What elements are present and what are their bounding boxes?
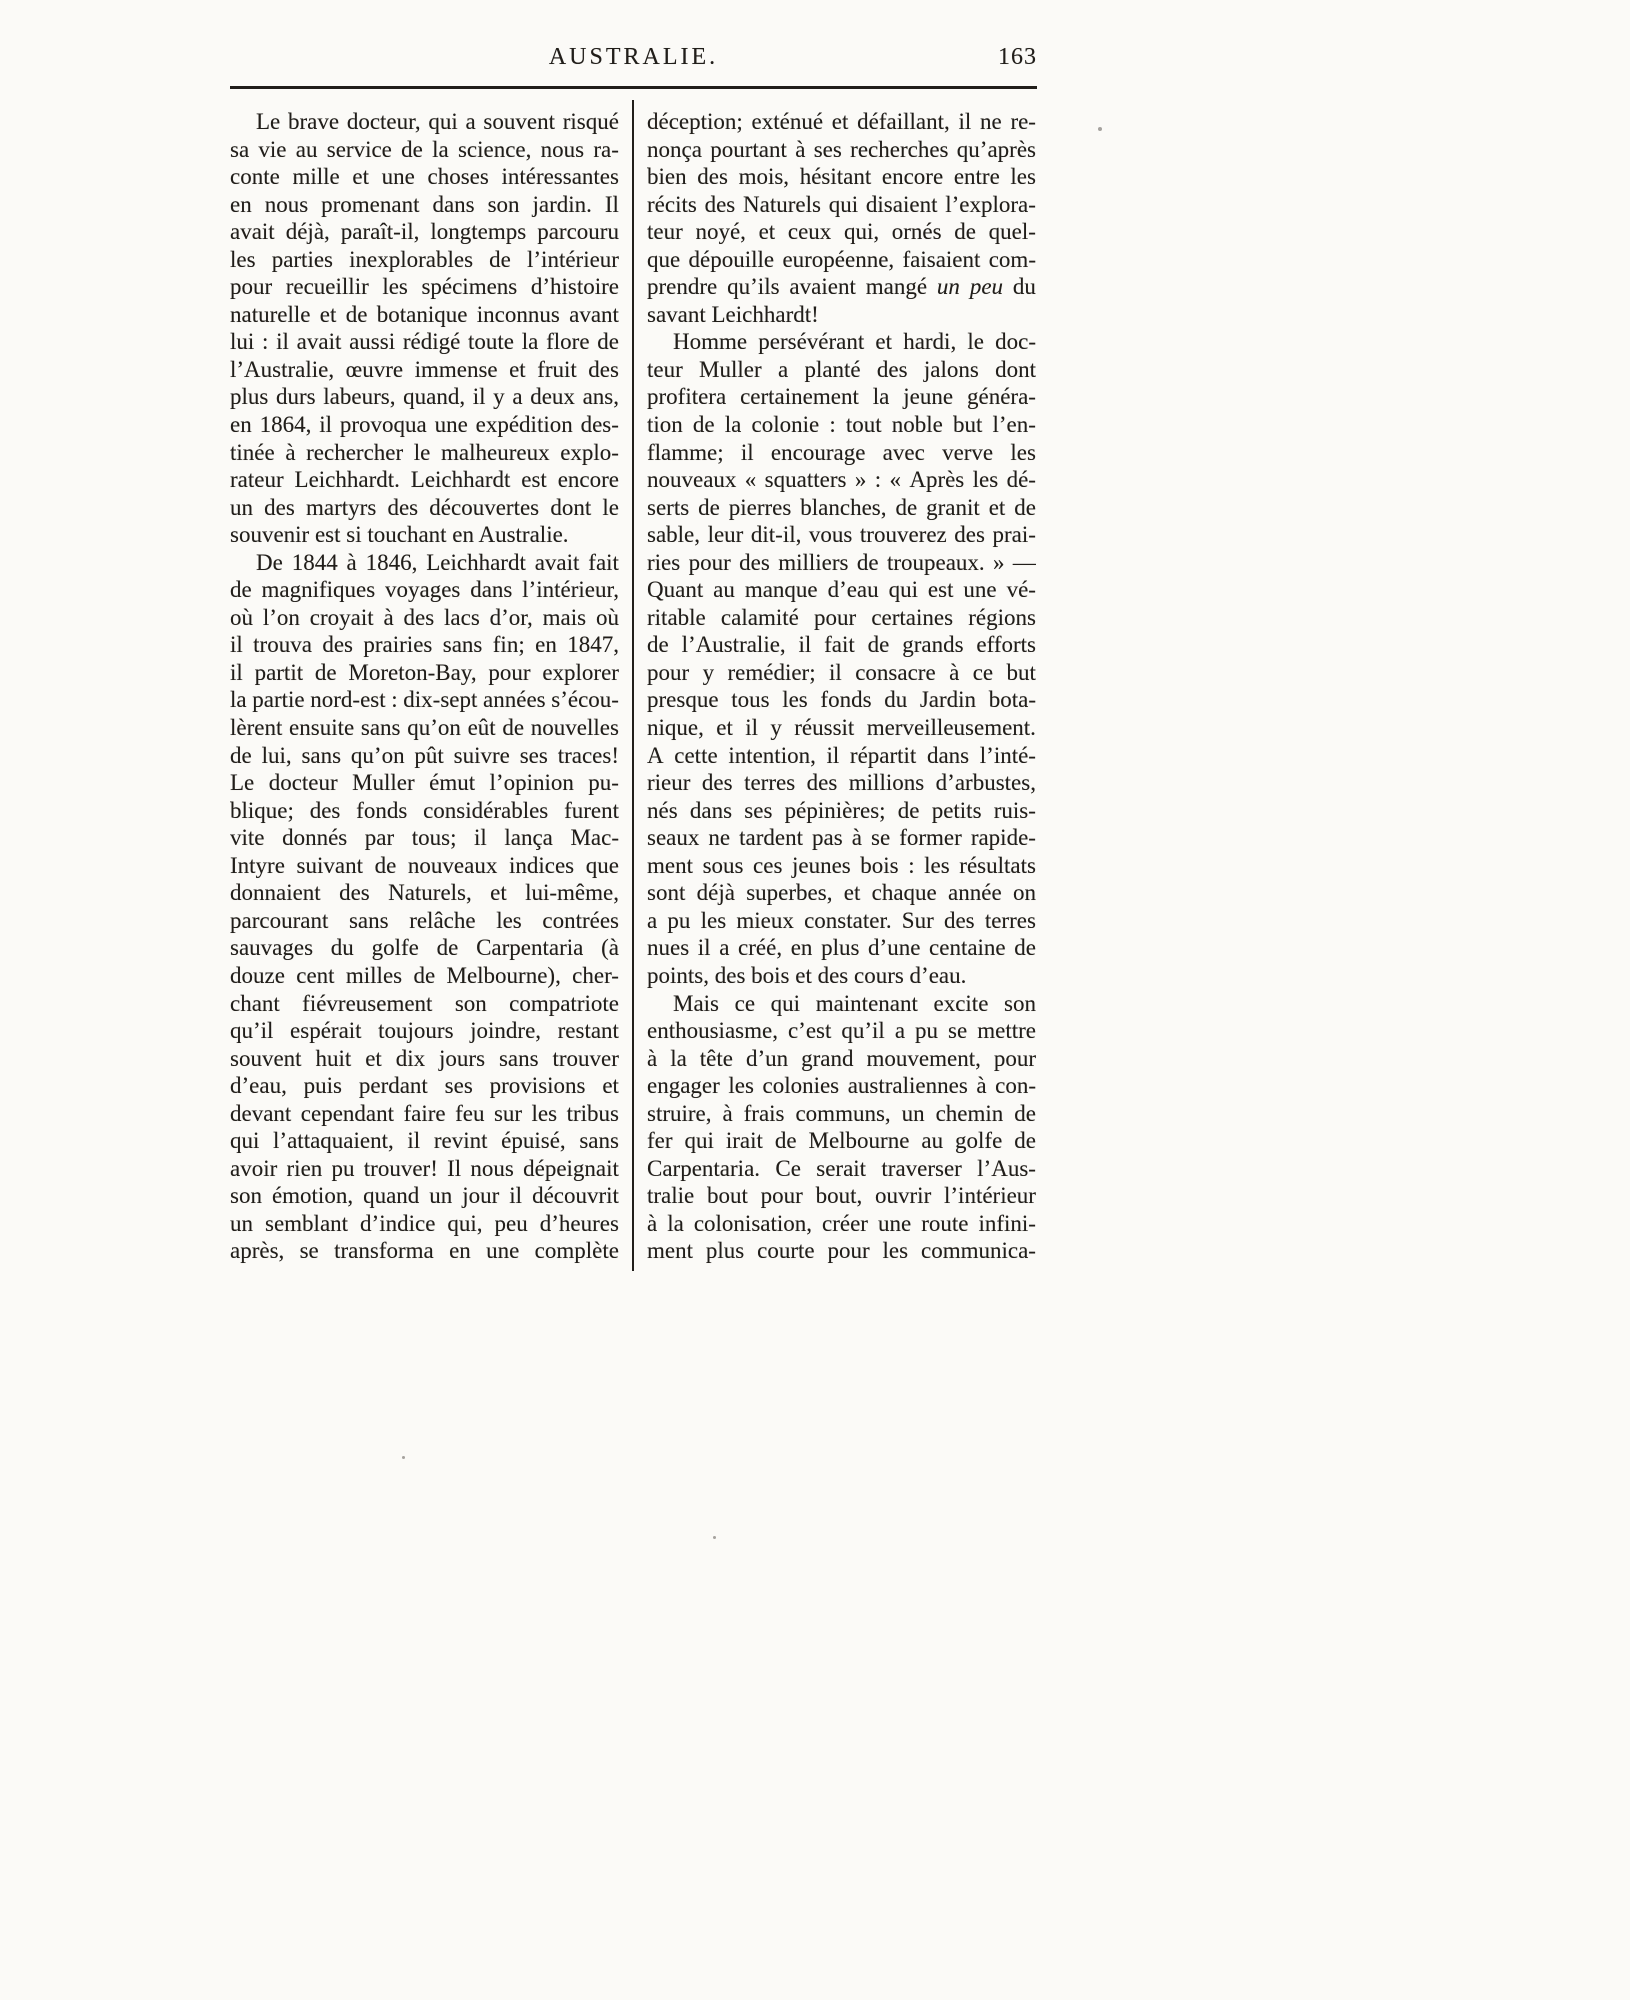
- text-line: après, se transforma en une complète: [230, 1238, 619, 1264]
- text-line: douze cent milles de Melbourne), cher-: [230, 962, 619, 988]
- text-line: flamme; il encourage avec verve les: [647, 439, 1036, 465]
- text-line: tinée à rechercher le malheureux explo-: [230, 439, 619, 465]
- text-line: de magnifiques voyages dans l’intérieur,: [230, 577, 619, 603]
- text-line: Mais ce qui maintenant excite son: [673, 990, 1036, 1016]
- text-line: bien des mois, hésitant encore entre les: [647, 164, 1036, 190]
- text-line: l’Australie, œuvre immense et fruit des: [230, 356, 619, 382]
- text-line: ritable calamité pour certaines régions: [647, 604, 1036, 630]
- text-line: chant fiévreusement son compatriote: [230, 990, 619, 1016]
- text-line: sa vie au service de la science, nous ra-: [230, 136, 619, 162]
- text-line: nouveaux « squatters » : « Après les dé-: [647, 467, 1036, 493]
- text-line: teur Muller a planté des jalons dont: [647, 356, 1036, 382]
- text-line: engager les colonies australiennes à con-: [647, 1073, 1036, 1099]
- text-line: déception; exténué et défaillant, il ne re-: [647, 109, 1036, 134]
- text-line: Intyre suivant de nouveaux indices que: [230, 852, 619, 878]
- text-line: lèrent ensuite sans qu’on eût de nouvelles: [230, 715, 619, 741]
- text-line: enthousiasme, c’est qu’il a pu se mettre: [647, 1018, 1036, 1044]
- right-column: [647, 108, 1036, 1265]
- text-line: pour y remédier; il consacre à ce but: [647, 659, 1036, 685]
- text-line: sable, leur dit-il, vous trouverez des prai-: [647, 522, 1036, 548]
- text-line: récits des Naturels qui disaient l’explora-: [647, 191, 1036, 217]
- text-line: de lui, sans qu’on pût suivre ses traces!: [230, 742, 619, 768]
- page-header: [230, 44, 1037, 74]
- text-line: nés dans ses pépinières; de petits ruis-: [647, 797, 1036, 823]
- text-line: où l’on croyait à des lacs d’or, mais où: [230, 604, 619, 630]
- text-line: tion de la colonie : tout noble but l’en-: [647, 412, 1036, 438]
- scan-speck: [713, 1536, 716, 1539]
- text-line: nues il a créé, en plus d’une centaine de: [647, 935, 1036, 961]
- text-line: il partit de Moreton-Bay, pour explorer: [230, 659, 619, 685]
- text-line: Le docteur Muller émut l’opinion pu-: [230, 770, 619, 796]
- text-line: blique; des fonds considérables furent: [230, 797, 619, 823]
- text-line: De 1844 à 1846, Leichhardt avait fait: [256, 549, 619, 575]
- text-line: pour recueillir les spécimens d’histoire: [230, 274, 619, 300]
- text-line: parcourant sans relâche les contrées: [230, 907, 619, 933]
- text-line: naturelle et de botanique inconnus avant: [230, 301, 619, 327]
- text-line: à la tête d’un grand mouvement, pour: [647, 1045, 1036, 1071]
- text-line: devant cependant faire feu sur les tribus: [230, 1100, 619, 1126]
- text-line: struire, à frais communs, un chemin de: [647, 1100, 1036, 1126]
- text-line: que dépouille européenne, faisaient com-: [647, 246, 1036, 272]
- text-line: Homme persévérant et hardi, le doc-: [673, 329, 1036, 355]
- text-line: sont déjà superbes, et chaque année on: [647, 880, 1036, 906]
- text-line: plus durs labeurs, quand, il y a deux ans,: [230, 384, 619, 410]
- text-line: rieur des terres des millions d’arbustes,: [647, 770, 1036, 796]
- text-line: à la colonisation, créer une route infini-: [647, 1210, 1036, 1236]
- scan-speck: [1098, 127, 1102, 131]
- text-line: lui : il avait aussi rédigé toute la flore de: [230, 329, 619, 355]
- text-line: fer qui irait de Melbourne au golfe de: [647, 1128, 1036, 1154]
- text-line: en 1864, il provoqua une expédition des-: [230, 412, 619, 438]
- text-line: ment sous ces jeunes bois : les résultats: [647, 852, 1036, 878]
- text-line: d’eau, puis perdant ses provisions et: [230, 1073, 619, 1099]
- text-line: qui l’attaquaient, il revint épuisé, sans: [230, 1128, 619, 1154]
- text-line: points, des bois et des cours d’eau.: [647, 962, 967, 988]
- column-divider: [632, 100, 634, 1271]
- text-line: prendre qu’ils avaient mangé un peu du: [647, 274, 1036, 300]
- text-line: conte mille et une choses intéressantes: [230, 164, 619, 190]
- page-number: 163: [998, 44, 1037, 70]
- text-line: souvent huit et dix jours sans trouver: [230, 1045, 619, 1071]
- text-line: Quant au manque d’eau qui est une vé-: [647, 577, 1036, 603]
- text-line: seaux ne tardent pas à se former rapide-: [647, 825, 1036, 851]
- text-line: profitera certainement la jeune généra-: [647, 384, 1036, 410]
- text-line: la partie nord-est : dix-sept années s’écou-: [230, 687, 619, 713]
- text-line: serts de pierres blanches, de granit et de: [647, 494, 1036, 520]
- text-line: savant Leichhardt!: [647, 301, 819, 327]
- text-line: de l’Australie, il fait de grands efforts: [647, 632, 1036, 658]
- text-line: un semblant d’indice qui, peu d’heures: [230, 1210, 619, 1236]
- text-line: sauvages du golfe de Carpentaria (à: [230, 935, 619, 961]
- text-line: rateur Leichhardt. Leichhardt est encore: [230, 467, 619, 493]
- text-block: [230, 108, 1037, 1265]
- text-line: il trouva des prairies sans fin; en 1847,: [230, 632, 619, 658]
- text-line: a pu les mieux constater. Sur des terres: [647, 907, 1036, 933]
- text-line: Le brave docteur, qui a souvent risqué: [256, 109, 619, 134]
- scan-speck: [402, 1456, 405, 1459]
- text-line: son émotion, quand un jour il découvrit: [230, 1183, 619, 1209]
- text-line: avoir rien pu trouver! Il nous dépeignait: [230, 1155, 619, 1181]
- running-title: AUSTRALIE.: [548, 44, 719, 70]
- text-line: qu’il espérait toujours joindre, restant: [230, 1018, 619, 1044]
- text-line: un des martyrs des découvertes dont le: [230, 494, 619, 520]
- text-line: presque tous les fonds du Jardin bota-: [647, 687, 1036, 713]
- text-line: donnaient des Naturels, et lui-même,: [230, 880, 619, 906]
- left-column: [230, 108, 619, 1265]
- text-line: nique, et il y réussit merveilleusement.: [647, 715, 1036, 741]
- text-line: nonça pourtant à ses recherches qu’après: [647, 136, 1036, 162]
- text-line: les parties inexplorables de l’intérieur: [230, 246, 619, 272]
- text-line: souvenir est si touchant en Australie.: [230, 522, 569, 548]
- text-line: tralie bout pour bout, ouvrir l’intérieur: [647, 1183, 1036, 1209]
- text-line: ment plus courte pour les communica-: [647, 1238, 1036, 1264]
- text-line: avait déjà, paraît-il, longtemps parcouru: [230, 219, 619, 245]
- header-rule: [230, 86, 1037, 89]
- text-line: teur noyé, et ceux qui, ornés de quel-: [647, 219, 1036, 245]
- text-line: A cette intention, il répartit dans l’inté-: [647, 742, 1036, 768]
- text-line: Carpentaria. Ce serait traverser l’Aus-: [647, 1155, 1036, 1181]
- text-line: ries pour des milliers de troupeaux. » —: [647, 549, 1036, 575]
- text-line: vite donnés par tous; il lança Mac-: [230, 825, 619, 851]
- text-line: en nous promenant dans son jardin. Il: [230, 191, 619, 217]
